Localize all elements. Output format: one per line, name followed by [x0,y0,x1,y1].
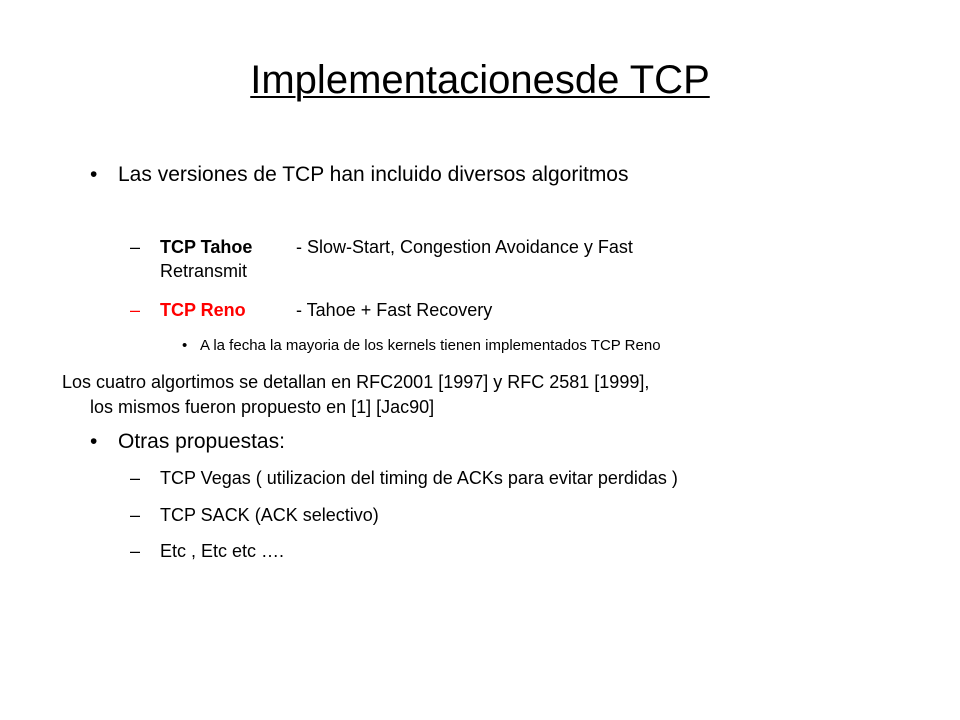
bullet-icon: • [90,163,98,186]
dash-icon: – [130,237,141,257]
dash-icon: – [130,468,141,488]
paragraph-rfc-line2: los mismos fueron propuesto en [1] [Jac90] [90,397,435,417]
bullet-text: Las versiones de TCP han incluido diversos algoritmos [118,163,629,186]
subsubitem-text: A la fecha la mayoria de los kernels tienen implementados TCP Reno [200,337,661,354]
bullet-icon: • [90,430,98,453]
subitem-text: TCP SACK (ACK selectivo) [160,505,379,525]
dash-icon: – [130,300,141,320]
subitem-description: - Slow-Start, Congestion Avoidance y Fast [296,237,633,257]
subitem-tcp-tahoe-continuation: Retransmit [160,261,248,281]
slide-title: Implementacionesde TCP [250,58,710,102]
subitem-name: TCP Tahoe [160,237,253,257]
paragraph-rfc-line1: Los cuatro algortimos se detallan en RFC2001 [1997] y RFC 2581 [1999], [62,372,650,392]
subitem-text: Etc , Etc etc …. [160,541,285,561]
dash-icon: – [130,505,141,525]
subitem-text: TCP Vegas ( utilizacion del timing de ACKs para evitar perdidas ) [160,468,678,488]
subitem-name: TCP Reno [160,300,246,320]
subitem-description: - Tahoe + Fast Recovery [296,300,493,320]
bullet-text: Otras propuestas: [118,430,285,453]
bullet-icon: • [182,337,188,354]
dash-icon: – [130,541,141,561]
